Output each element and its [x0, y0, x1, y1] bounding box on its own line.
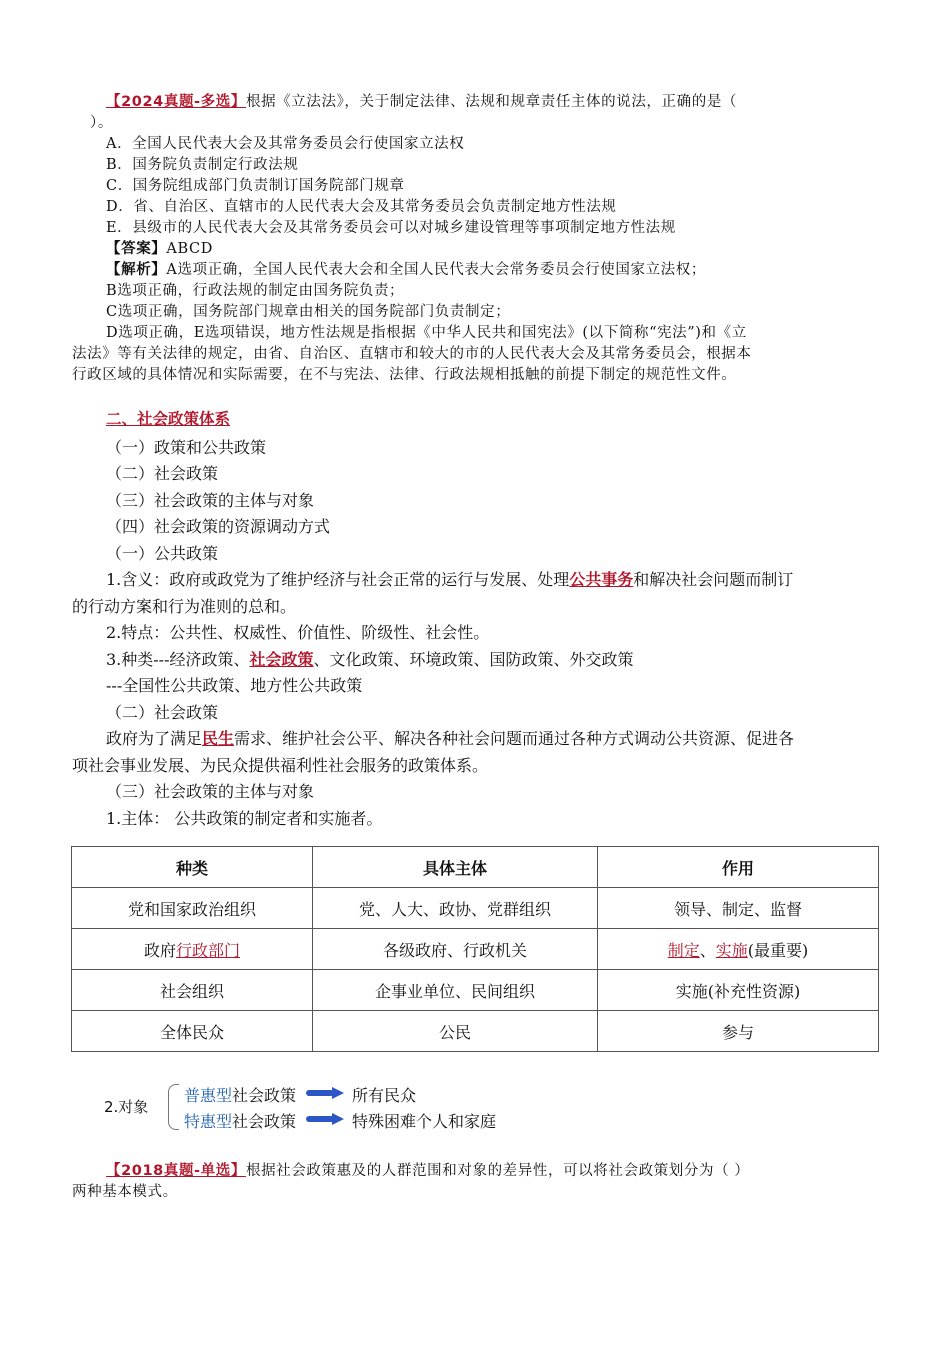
subsection-title-3: （三）社会政策的主体与对象 — [106, 782, 315, 801]
table-header: 种类 — [72, 847, 313, 888]
social-policy-def: 政府为了满足民生需求、维护社会公平、解决各种社会问题而通过各种方式调动公共资源、促进各 — [106, 729, 795, 748]
brace-icon — [168, 1084, 179, 1130]
arrow-right-icon — [306, 1113, 344, 1125]
outline-item-1: （一）政策和公共政策 — [106, 437, 267, 457]
table-cell: 党和国家政治组织 — [72, 888, 313, 929]
analysis-line-2: B选项正确，行政法规的制定由国务院负责； — [106, 283, 405, 299]
features: 2.特点：公共性、权威性、价值性、阶级性、社会性。 — [106, 623, 490, 642]
outline-item-2: （二）社会政策 — [106, 464, 219, 483]
section-social-policy — [72, 406, 878, 832]
table-header-row — [72, 847, 879, 888]
option-d: D．省、自治区、直辖市的人民代表大会及其常务委员会负责制定地方性法规 — [106, 199, 617, 215]
question-stem-end: ）。 — [90, 115, 113, 131]
table-row — [72, 1011, 879, 1052]
keyword-social-policy: 社会政策 — [249, 649, 314, 669]
question-tag: 【2018真题-单选】 — [106, 1163, 246, 1179]
analysis-line-1: 【解析】A选项正确，全国人民代表大会和全国人民代表大会常务委员会行使国家立法权； — [106, 262, 706, 278]
table-cell: 各级政府、行政机关 — [313, 929, 598, 970]
keyword-admin-dept: 行政部门 — [176, 940, 241, 960]
diagram-row-universal: 普惠型社会政策 所有民众 — [184, 1086, 417, 1105]
table-cell: 政府行政部门 — [72, 929, 313, 970]
subject: 1.主体： 公共政策的制定者和实施者。 — [106, 808, 383, 828]
table-cell: 全体民众 — [72, 1011, 313, 1052]
table-header: 作用 — [598, 847, 879, 888]
analysis-line-4: D选项正确，E选项错误，地方性法规是指根据《中华人民共和国宪法》(以下简称“宪法”)和《立 — [106, 325, 747, 341]
object-diagram — [100, 1076, 600, 1136]
question-tag: 【2024真题-多选】 — [106, 94, 246, 110]
social-policy-def-cont: 项社会事业发展、为民众提供福利性社会服务的政策体系。 — [72, 755, 489, 775]
outline-item-3: （三）社会政策的主体与对象 — [106, 490, 315, 510]
question-stem: 【2018真题-单选】根据社会政策惠及的人群范围和对象的差异性，可以将社会政策划分为（ ） — [106, 1163, 750, 1179]
section-heading: 二、社会政策体系 — [106, 409, 231, 428]
subsection-title-2: （二）社会政策 — [106, 702, 219, 722]
table-cell: 企事业单位、民间组织 — [313, 970, 598, 1011]
table-row — [72, 970, 879, 1011]
keyword-public-affairs: 公共事务 — [569, 570, 634, 589]
option-b: B．国务院负责制定行政法规 — [106, 157, 299, 173]
table-cell: 参与 — [598, 1011, 879, 1052]
table-row — [72, 888, 879, 929]
answer: 【答案】ABCD — [106, 241, 213, 257]
table-cell: 领导、制定、监督 — [598, 888, 879, 929]
analysis-line-5: 法法》等有关法律的规定，由省、自治区、直辖市和较大的市的人民代表大会及其常务委员会，根据本 — [72, 346, 752, 362]
question-stem-end: 两种基本模式。 — [72, 1184, 178, 1200]
subject-table — [71, 846, 879, 1052]
table-header: 具体主体 — [313, 847, 598, 888]
table-cell: 公民 — [313, 1011, 598, 1052]
table-row — [72, 929, 879, 970]
table-cell: 党、人大、政协、党群组织 — [313, 888, 598, 929]
definition: 1.含义：政府或政党为了维护经济与社会正常的运行与发展、处理公共事务和解决社会问题而制订 — [106, 570, 794, 589]
question-stem: 【2024真题-多选】根据《立法法》，关于制定法律、法规和规章责任主体的说法，正确的是（ — [106, 94, 738, 110]
types-2: ---全国性公共政策、地方性公共政策 — [106, 676, 363, 695]
types: 3.种类---经济政策、社会政策、文化政策、环境政策、国防政策、外交政策 — [106, 649, 634, 669]
option-c: C．国务院组成部门负责制订国务院部门规章 — [106, 178, 405, 194]
table-cell: 社会组织 — [72, 970, 313, 1011]
option-e: E．县级市的人民代表大会及其常务委员会可以对城乡建设管理等事项制定地方性法规 — [106, 220, 676, 236]
analysis-line-6: 行政区域的具体情况和实际需要，在不与宪法、法律、行政法规相抵触的前提下制定的规范性文件。 — [72, 367, 737, 383]
diagram-row-targeted: 特惠型社会政策 特殊困难个人和家庭 — [184, 1112, 497, 1131]
table-cell: 实施(补充性资源) — [598, 970, 879, 1011]
question-2024 — [72, 92, 878, 386]
arrow-right-icon — [306, 1087, 344, 1099]
analysis-line-3: C选项正确，国务院部门规章由相关的国务院部门负责制定； — [106, 304, 511, 320]
keyword-livelihood: 民生 — [202, 729, 235, 748]
definition-cont: 的行动方案和行为准则的总和。 — [72, 596, 297, 616]
option-a: A．全国人民代表大会及其常务委员会行使国家立法权 — [106, 136, 465, 152]
outline-item-4: （四）社会政策的资源调动方式 — [106, 517, 331, 536]
subsection-title-1: （一）公共政策 — [106, 543, 219, 563]
diagram-label: 2.对象 — [104, 1098, 149, 1116]
question-2018 — [72, 1161, 878, 1203]
table-cell: 制定、实施(最重要) — [598, 929, 879, 970]
